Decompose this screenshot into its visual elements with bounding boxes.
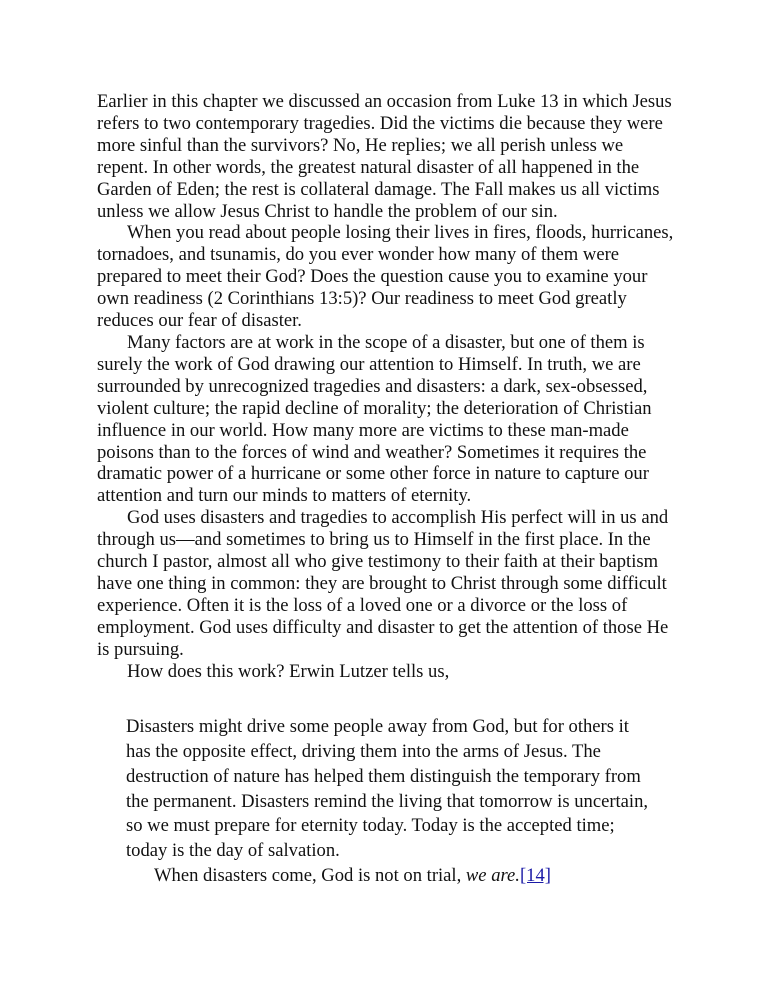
quote-closing-line [126,864,656,889]
paragraph-readiness: When you read about people losing their lives in fires, floods, hurricanes, tornadoes, and tsunamis, do you ever wonder how many of them were prepared to meet their God? Does the question cause you to examine your own readiness (2 Corinthians 13:5)? Our readiness to meet God greatly reduces our fear of disaster. [97,222,674,332]
quote-body: Disasters might drive some people away from God, but for others it has the opposite effect, driving them into the arms of Jesus. The destruction of nature has helped them distinguish the temporary from the permanent. Disasters remind the living that tomorrow is uncertain, so we must prepare for eternity today. Today is the accepted time; today is the day of salvation. [126,716,649,861]
quote-emphasis: we are. [465,864,520,886]
document-page [97,91,677,888]
paragraph-lutzer-intro: How does this work? Erwin Lutzer tells us, [127,660,450,682]
paragraph-god-uses-disasters: God uses disasters and tragedies to accomplish His perfect will in us and through us—and sometimes to bring us to Himself in the first place. In the church I pastor, almost all who give testimony to their faith at their baptism have one thing in common: they are brought to Christ through some difficult experience. Often it is the loss of a loved one or a divorce or the loss of employment. God uses difficulty and disaster to get the attention of those He is pursuing. [97,507,669,660]
footnote-link[interactable]: [14] [519,864,551,886]
paragraph-many-factors: Many factors are at work in the scope of a disaster, but one of them is surely the work of God drawing our attention to Himself. In truth, we are surrounded by unrecognized tragedies and disasters: a dark, sex-obsessed, violent culture; the rapid decline of morality; the deterioration of Christian influence in our world. How many more are victims to these man-made poisons than to the forces of wind and weather? Sometimes it requires the dramatic power of a hurricane or some other force in nature to capture our attention and turn our minds to matters of eternity. [97,331,652,507]
paragraph-luke-13: Earlier in this chapter we discussed an occasion from Luke 13 in which Jesus refers to two contemporary tragedies. Did the victims die because they were more sinful than the survivors? No, He replies; we all perish unless we repent. In other words, the greatest natural disaster of all happened in the Garden of Eden; the rest is collateral damage. The Fall makes us all victims unless we allow Jesus Christ to handle the problem of our sin. [97,91,672,222]
quote-closing-text: When disasters come, God is not on trial, [154,864,466,886]
block-quote [126,715,656,888]
